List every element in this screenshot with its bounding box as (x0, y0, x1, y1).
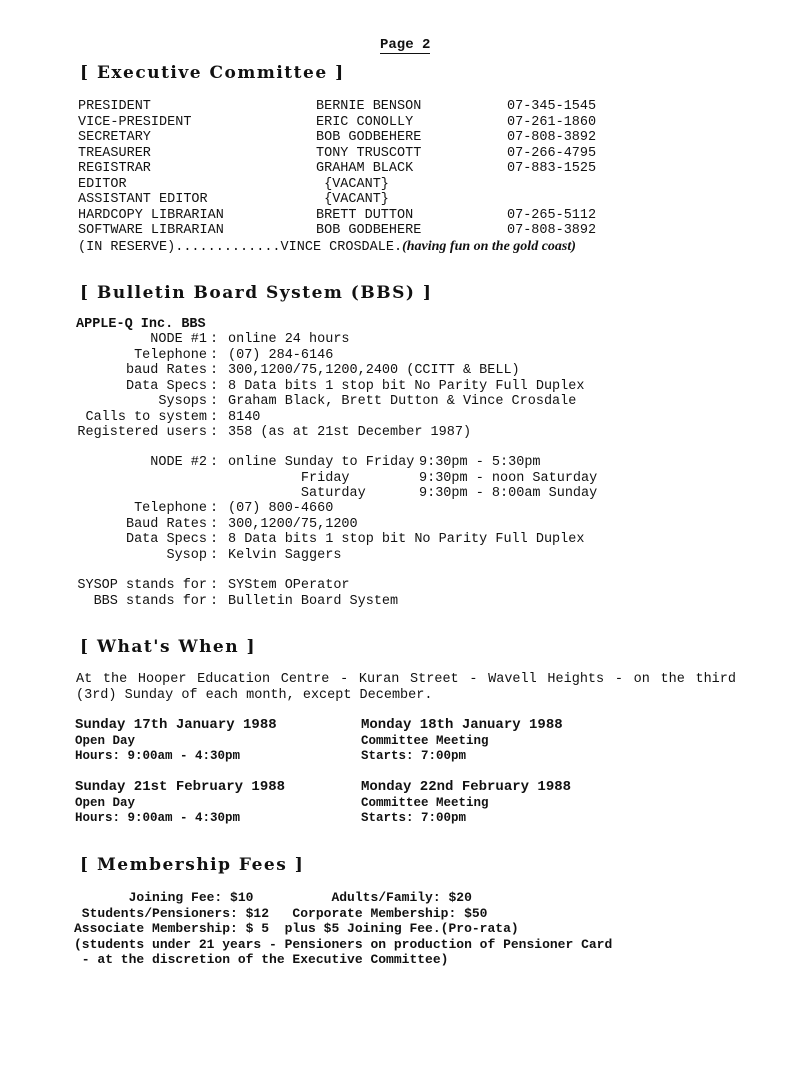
node2-schedule-row (0, 455, 800, 471)
reserve-line (78, 239, 576, 256)
executive-phone: 07-266-4795 (507, 145, 597, 161)
executive-row (0, 130, 800, 146)
executive-role: SOFTWARE LIBRARIAN (78, 223, 224, 238)
event-block (75, 718, 277, 765)
event-block (75, 780, 285, 827)
executive-role: PRESIDENT (78, 99, 151, 114)
node2-row (0, 501, 800, 517)
event-title: Sunday 17th January 1988 (75, 717, 277, 733)
node2-row (0, 548, 800, 564)
executive-row (0, 146, 800, 162)
fee-line: (students under 21 years - Pensioners on production of Pensioner Card (74, 936, 613, 952)
executive-role: SECRETARY (78, 130, 151, 145)
node1-row (0, 348, 800, 364)
node2-label: Sysop (166, 547, 207, 563)
event-line2: Hours: 9:00am - 4:30pm (75, 811, 241, 825)
executive-phone: 07-261-1860 (507, 114, 597, 130)
node1-value: 8 Data bits 1 stop bit No Parity Full Duplex (228, 378, 585, 394)
node1-label: Sysops (158, 394, 207, 409)
node2-time: 9:30pm - 8:00am Sunday (419, 486, 598, 501)
node2-value: (07) 800-4660 (228, 501, 334, 516)
node2-colon: : (210, 547, 219, 563)
executive-name: BOB GODBEHERE (316, 130, 422, 145)
bbs-title: APPLE-Q Inc. BBS (76, 317, 206, 332)
whats-when-intro: At the Hooper Education Centre - Kuran Street - Wavell Heights - on the third (3rd) Sunday of each month, except December. (76, 672, 736, 703)
node2-schedule-row (0, 486, 800, 502)
node1-row (0, 394, 800, 410)
event-line1: Committee Meeting (361, 733, 489, 748)
executive-role: ASSISTANT EDITOR (78, 192, 208, 207)
executive-role: REGISTRAR (78, 161, 151, 176)
executive-name: BOB GODBEHERE (316, 223, 422, 238)
node2-time: 9:30pm - 5:30pm (419, 455, 541, 470)
node1-colon: : (210, 363, 219, 378)
reserve-note: (having fun on the gold coast) (402, 239, 576, 254)
node2-day: Saturday (228, 486, 366, 501)
event-line2: Hours: 9:00am - 4:30pm (75, 749, 241, 763)
node2-row (0, 532, 800, 548)
event-block (361, 718, 563, 765)
executive-role: TREASURER (78, 145, 151, 161)
event-title: Monday 18th January 1988 (361, 717, 563, 733)
event-title: Sunday 21st February 1988 (75, 779, 286, 795)
node1-value: 358 (as at 21st December 1987) (228, 425, 472, 440)
executive-row (0, 223, 800, 239)
fee-line: - at the discretion of the Executive Committee) (74, 952, 449, 967)
node2-row (0, 517, 800, 533)
executive-row (0, 192, 800, 208)
whats-when-heading: [ What's When ] (80, 637, 257, 657)
bbs-heading: [ Bulletin Board System (BBS) ] (80, 283, 433, 303)
event-line1: Committee Meeting (361, 795, 489, 810)
node1-label: Data Specs (125, 378, 207, 394)
node2-schedule-row (0, 471, 800, 487)
node1-value: online 24 hours (228, 332, 350, 347)
executive-phone: 07-345-1545 (507, 99, 597, 114)
node1-label: Registered users (77, 425, 207, 440)
glossary-value: SYStem OPerator (228, 578, 350, 593)
executive-role: HARDCOPY LIBRARIAN (78, 207, 224, 223)
node2-label: Data Specs (125, 532, 207, 547)
node2-day: online Sunday to Friday (228, 455, 415, 470)
node1-colon: : (210, 378, 219, 394)
executive-phone: 07-808-3892 (507, 130, 597, 145)
executive-role: EDITOR (78, 176, 127, 192)
membership-heading: [ Membership Fees ] (80, 855, 305, 875)
node1-label: NODE #1 (150, 332, 207, 347)
executive-row (0, 208, 800, 224)
node2-label: Telephone (134, 501, 207, 516)
node1-colon: : (210, 425, 219, 440)
fee-line: Students/Pensioners: $12 Corporate Membership: $50 (74, 905, 488, 921)
node1-value: (07) 284-6146 (228, 347, 334, 363)
executive-name: TONY TRUSCOTT (316, 145, 422, 161)
node2-colon: : (210, 532, 219, 547)
node1-colon: : (210, 394, 219, 409)
event-block (361, 780, 571, 827)
executive-row (0, 177, 800, 193)
node1-value: 8140 (228, 409, 261, 425)
node2-colon: : (210, 501, 219, 516)
node1-row (0, 379, 800, 395)
executive-row (0, 161, 800, 177)
glossary-row (0, 594, 800, 610)
event-line1: Open Day (75, 795, 136, 810)
executive-role: VICE-PRESIDENT (78, 114, 192, 130)
node2-colon: : (210, 455, 219, 470)
executive-name: ERIC CONOLLY (316, 114, 414, 130)
node2-label: NODE #2 (150, 455, 207, 470)
node1-colon: : (210, 409, 219, 425)
node1-value: Graham Black, Brett Dutton & Vince Crosdale (228, 394, 577, 409)
event-line1: Open Day (75, 733, 136, 748)
executive-phone: 07-808-3892 (507, 223, 597, 238)
node2-time: 9:30pm - noon Saturday (419, 470, 598, 486)
executive-phone: 07-883-1525 (507, 161, 597, 176)
event-title: Monday 22nd February 1988 (361, 779, 572, 795)
executive-row (0, 99, 800, 115)
node2-label: Baud Rates (125, 516, 207, 532)
node1-value: 300,1200/75,1200,2400 (CCITT & BELL) (228, 363, 520, 378)
node1-row (0, 410, 800, 426)
glossary-label: BBS stands for (93, 593, 207, 609)
node1-colon: : (210, 332, 219, 347)
executive-heading: [ Executive Committee ] (80, 63, 345, 83)
node1-colon: : (210, 347, 219, 363)
glossary-colon: : (210, 578, 219, 593)
event-line2: Starts: 7:00pm (361, 811, 467, 825)
executive-phone: 07-265-5112 (507, 207, 597, 223)
glossary-value: Bulletin Board System (228, 593, 399, 609)
executive-row (0, 115, 800, 131)
node1-label: Telephone (134, 347, 207, 363)
node2-colon: : (210, 516, 219, 532)
node1-row (0, 363, 800, 379)
glossary-row (0, 578, 800, 594)
glossary-colon: : (210, 593, 219, 609)
node2-day: Friday (228, 470, 350, 486)
page-label: Page 2 (380, 37, 431, 53)
executive-name: GRAHAM BLACK (316, 161, 414, 176)
executive-name: BRETT DUTTON (316, 207, 414, 223)
reserve-lead: (IN RESERVE).............VINCE CROSDALE. (78, 240, 403, 255)
node2-value: 300,1200/75,1200 (228, 516, 358, 532)
node1-label: Calls to system (85, 409, 207, 425)
executive-name: BERNIE BENSON (316, 99, 422, 114)
node2-value: 8 Data bits 1 stop bit No Parity Full Duplex (228, 532, 585, 547)
glossary-label: SYSOP stands for (77, 578, 207, 593)
executive-name: {VACANT} (316, 176, 389, 192)
fee-line: Joining Fee: $10 Adults/Family: $20 (74, 890, 472, 905)
event-line2: Starts: 7:00pm (361, 749, 467, 763)
node1-row (0, 332, 800, 348)
node2-value: Kelvin Saggers (228, 547, 342, 563)
executive-name: {VACANT} (316, 192, 389, 207)
node1-row (0, 425, 800, 441)
node1-label: baud Rates (125, 363, 207, 378)
fee-line: Associate Membership: $ 5 plus $5 Joining Fee.(Pro-rata) (74, 921, 519, 936)
